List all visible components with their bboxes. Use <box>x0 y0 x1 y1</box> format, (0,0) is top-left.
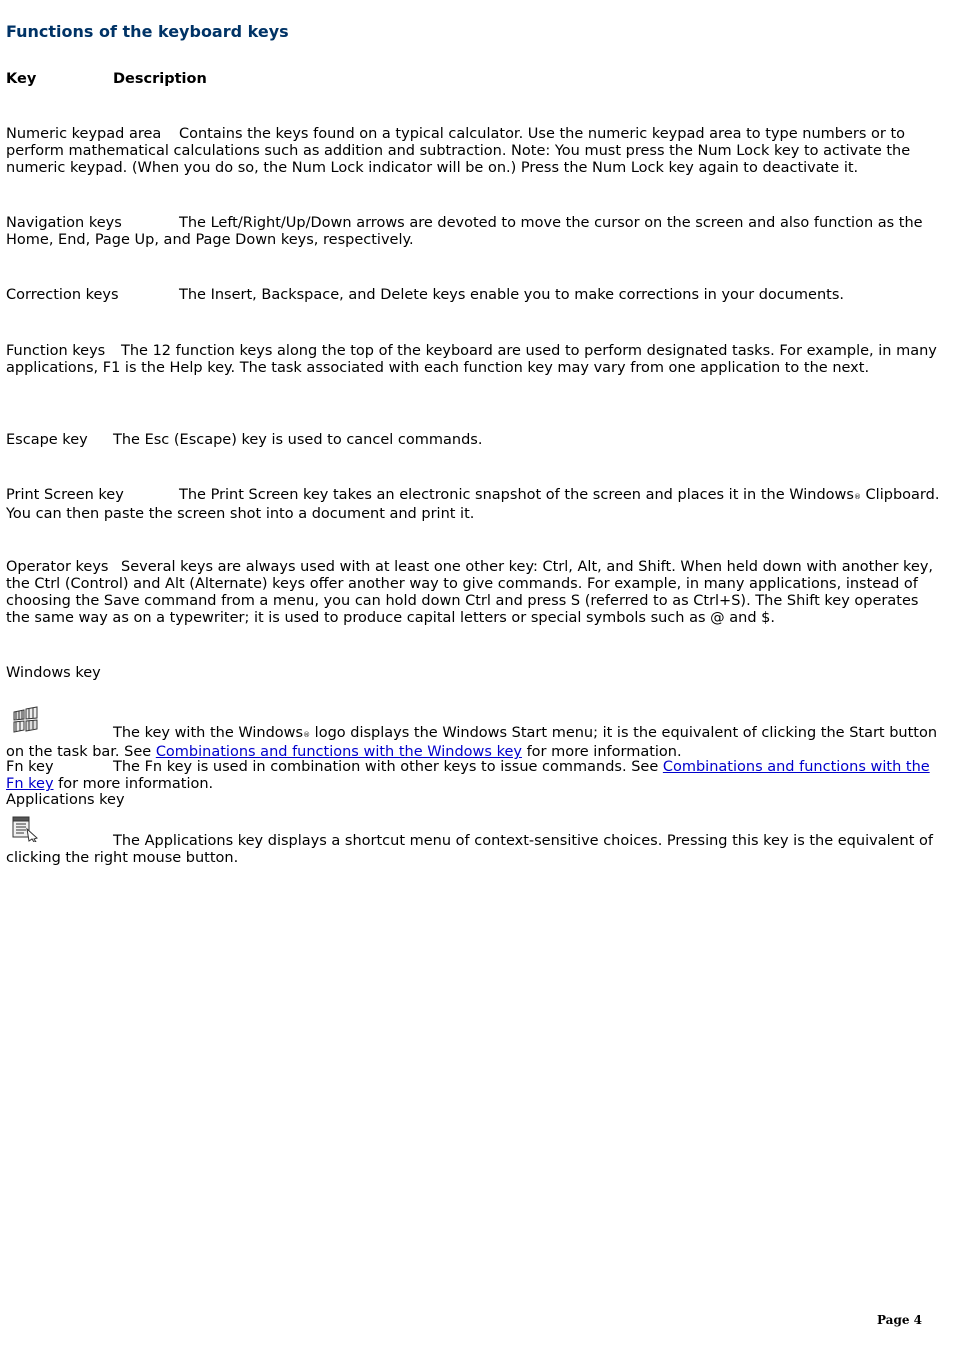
registered-mark: ® <box>303 731 311 739</box>
entry-key-label: Numeric keypad area <box>6 126 162 142</box>
page-number: Page 4 <box>876 1313 922 1327</box>
entry-description: Several keys are always used with at least one other key: Ctrl, Alt, and Shift. When held down with another key, the Ctrl (Control) and Alt (Alternate) keys offer another way to give commands. For example, in many applications, instead of choosing the Save command from a menu, you can hold down Ctrl and press S (referred to as Ctrl+S). The Shift key operates the same way as on a typewriter; it is used to produce capital letters or special symbols such as @ and $. <box>6 559 934 626</box>
entry-key-label: Correction keys <box>6 287 119 303</box>
entry-description: The Applications key displays a shortcut menu of context-sensitive choices. Pressing this key is the equivalent of clicking the right mouse button. <box>6 833 933 866</box>
entry-description: The 12 function keys along the top of the keyboard are used to perform designated tasks. For example, in many applications, F1 is the Help key. The task associated with each function key may vary from one application to the next. <box>6 343 937 376</box>
entry-key-label: Windows key <box>6 665 101 681</box>
entry-operator-keys <box>6 559 946 627</box>
entry-numeric-keypad <box>6 126 946 177</box>
windows-key-combinations-link[interactable]: Combinations and functions with the Windows key <box>155 744 522 760</box>
entry-key-label: Applications key <box>6 792 125 808</box>
entry-applications-key-label <box>6 792 946 809</box>
column-header-key: Key <box>6 71 37 87</box>
entry-key-label: Function keys <box>6 343 106 359</box>
entry-windows-key-label <box>6 665 946 682</box>
entry-description: The Print Screen key takes an electronic snapshot of the screen and places it in the Windows <box>179 487 854 503</box>
entry-description: The Insert, Backspace, and Delete keys enable you to make corrections in your documents. <box>179 287 845 303</box>
entry-description-cont: logo displays the Windows Start menu; it is the equivalent of clicking the Start button on the task bar. See <box>6 725 938 760</box>
entry-description: Contains the keys found on a typical calculator. Use the numeric keypad area to type numbers or to perform mathematical calculations such as addition and subtraction. Note: You must press the Num Lock key to activate the numeric keypad. (When you do so, the Num Lock indicator will be on.) Press the Num Lock key again to deactivate it. <box>6 126 911 176</box>
entry-key-label: Operator keys <box>6 559 109 575</box>
entry-print-screen-key <box>6 487 946 523</box>
entry-applications-key <box>6 833 946 867</box>
entry-escape-key <box>6 432 946 449</box>
page-title: Functions of the keyboard keys <box>6 22 289 41</box>
entry-key-label: Navigation keys <box>6 215 122 231</box>
entry-description: The Left/Right/Up/Down arrows are devoted to move the cursor on the screen and also function as the Home, End, Page Up, and Page Down keys, respectively. <box>6 215 923 248</box>
entry-key-label: Fn key <box>6 759 54 775</box>
fn-key-combinations-link[interactable]: Combinations and functions with the Fn key <box>6 759 930 792</box>
entry-description: The key with the Windows <box>113 725 304 741</box>
entry-function-keys <box>6 343 946 377</box>
column-header-description: Description <box>113 71 207 87</box>
entry-description-end: for more information. <box>521 744 682 760</box>
entry-windows-key <box>6 725 946 761</box>
entry-correction-keys <box>6 287 946 304</box>
registered-mark: ® <box>853 493 861 501</box>
entry-key-label: Print Screen key <box>6 487 124 503</box>
entry-description: The Fn key is used in combination with other keys to issue commands. See <box>113 759 663 775</box>
entry-description: The Esc (Escape) key is used to cancel commands. <box>113 432 483 448</box>
entry-navigation-keys <box>6 215 946 249</box>
entry-fn-key <box>6 759 946 793</box>
entry-key-label: Escape key <box>6 432 88 448</box>
entry-description-cont: Clipboard. You can then paste the screen shot into a document and print it. <box>6 487 940 522</box>
entry-description-end: for more information. <box>53 776 214 792</box>
